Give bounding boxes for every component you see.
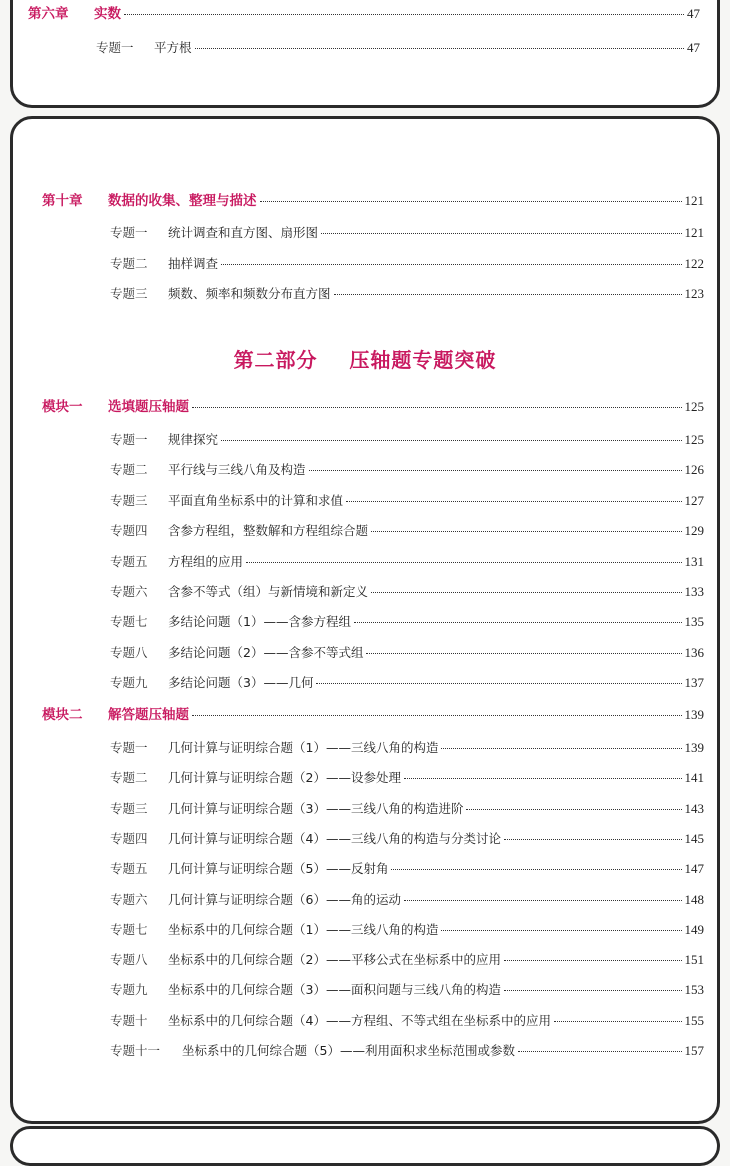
topic-title: 几何计算与证明综合题（5）——反射角 bbox=[168, 861, 389, 877]
dot-leader bbox=[404, 778, 682, 779]
toc-topic-row[interactable] bbox=[110, 982, 704, 998]
topic-number: 专题一 bbox=[110, 225, 148, 240]
toc-topic-row[interactable] bbox=[110, 523, 704, 539]
dot-leader bbox=[192, 715, 682, 716]
dot-leader bbox=[221, 440, 681, 441]
page-number: 153 bbox=[684, 982, 704, 998]
module-number: 模块一 bbox=[42, 399, 83, 415]
topic-title: 几何计算与证明综合题（4）——三线八角的构造与分类讨论 bbox=[168, 830, 501, 846]
page-number: 155 bbox=[684, 1012, 704, 1028]
toc-topic-row[interactable] bbox=[110, 432, 704, 448]
topic-title: 含参不等式（组）与新情境和新定义 bbox=[168, 584, 369, 599]
chapter-title: 数据的收集、整理与描述 bbox=[108, 193, 257, 209]
page-number: 143 bbox=[684, 800, 704, 816]
page-number: 133 bbox=[684, 584, 704, 599]
toc-topic-row[interactable] bbox=[110, 493, 704, 509]
page-number: 137 bbox=[684, 675, 704, 691]
chapter-title: 实数 bbox=[94, 6, 121, 22]
page-number: 136 bbox=[684, 644, 704, 660]
page-number: 139 bbox=[684, 707, 704, 722]
topic-title: 几何计算与证明综合题（6）——角的运动 bbox=[168, 891, 401, 907]
topic-number: 专题三 bbox=[110, 286, 148, 301]
topic-title: 坐标系中的几何综合题（2）——平移公式在坐标系中的应用 bbox=[168, 952, 501, 968]
bottom-panel bbox=[10, 1126, 720, 1166]
topic-number: 专题四 bbox=[110, 523, 148, 539]
dot-leader bbox=[221, 264, 681, 265]
topic-number: 专题二 bbox=[110, 770, 148, 786]
topic-title: 平面直角坐标系中的计算和求值 bbox=[168, 492, 344, 508]
dot-leader bbox=[441, 748, 681, 749]
topic-title: 含参方程组，整数解和方程组综合题 bbox=[168, 523, 369, 539]
dot-leader bbox=[504, 839, 682, 840]
topic-number: 专题十一 bbox=[110, 1043, 161, 1058]
page-number: 148 bbox=[684, 891, 704, 907]
topic-title: 抽样调查 bbox=[168, 256, 219, 271]
page-number: 47 bbox=[687, 40, 700, 55]
topic-number: 专题一 bbox=[110, 432, 148, 447]
page-number: 131 bbox=[684, 553, 704, 569]
topic-number: 专题九 bbox=[110, 675, 148, 691]
toc-topic-row[interactable] bbox=[110, 286, 704, 302]
topic-title: 坐标系中的几何综合题（1）——三线八角的构造 bbox=[168, 921, 439, 937]
toc-topic-row[interactable] bbox=[110, 1013, 704, 1029]
topic-title: 坐标系中的几何综合题（5）——利用面积求坐标范围或参数 bbox=[182, 1043, 515, 1058]
dot-leader bbox=[354, 622, 682, 623]
topic-title: 统计调查和直方图、扇形图 bbox=[168, 225, 319, 240]
topic-title: 几何计算与证明综合题（3）——三线八角的构造进阶 bbox=[168, 800, 464, 816]
dot-leader bbox=[371, 531, 681, 532]
dot-leader bbox=[404, 900, 682, 901]
dot-leader bbox=[371, 592, 681, 593]
topic-number: 专题二 bbox=[110, 462, 148, 478]
toc-module-row[interactable] bbox=[42, 707, 704, 723]
dot-leader bbox=[316, 683, 681, 684]
page-number: 135 bbox=[684, 614, 704, 630]
page-number: 126 bbox=[684, 462, 704, 478]
chapter-number: 第十章 bbox=[42, 193, 83, 209]
dot-leader bbox=[504, 990, 682, 991]
toc-topic-row[interactable] bbox=[110, 952, 704, 968]
toc-topic-row[interactable] bbox=[110, 225, 704, 241]
topic-title: 坐标系中的几何综合题（4）——方程组、不等式组在坐标系中的应用 bbox=[168, 1012, 551, 1028]
toc-topic-row[interactable] bbox=[110, 831, 704, 847]
topic-title: 几何计算与证明综合题（1）——三线八角的构造 bbox=[168, 740, 439, 755]
toc-topic-row[interactable] bbox=[110, 614, 704, 630]
topic-number: 专题五 bbox=[110, 553, 148, 569]
topic-title: 多结论问题（1）——含参方程组 bbox=[168, 614, 351, 630]
topic-number: 专题五 bbox=[110, 861, 148, 877]
page-number: 149 bbox=[684, 921, 704, 937]
dot-leader bbox=[260, 201, 682, 202]
topic-number: 专题八 bbox=[110, 644, 148, 660]
page-number: 157 bbox=[684, 1043, 704, 1058]
topic-number: 专题七 bbox=[110, 614, 148, 630]
dot-leader bbox=[366, 653, 681, 654]
page-number: 122 bbox=[684, 256, 704, 271]
page-number: 151 bbox=[684, 952, 704, 968]
page-number: 125 bbox=[684, 432, 704, 447]
topic-title: 多结论问题（3）——几何 bbox=[168, 675, 314, 691]
topic-number: 专题四 bbox=[110, 830, 148, 846]
topic-number: 专题七 bbox=[110, 921, 148, 937]
dot-leader bbox=[195, 48, 684, 49]
dot-leader bbox=[518, 1051, 682, 1052]
topic-title: 坐标系中的几何综合题（3）——面积问题与三线八角的构造 bbox=[168, 982, 501, 998]
topic-number: 专题一 bbox=[96, 40, 134, 55]
toc-topic-row[interactable] bbox=[110, 922, 704, 938]
dot-leader bbox=[192, 407, 682, 408]
toc-module-row[interactable] bbox=[42, 399, 704, 415]
topic-number: 专题八 bbox=[110, 952, 148, 968]
dot-leader bbox=[466, 809, 681, 810]
toc-topic-row[interactable] bbox=[110, 554, 704, 570]
page-number: 147 bbox=[684, 861, 704, 877]
topic-number: 专题一 bbox=[110, 740, 148, 755]
module-number: 模块二 bbox=[42, 707, 83, 723]
topic-number: 专题三 bbox=[110, 492, 148, 508]
toc-topic-row[interactable] bbox=[110, 584, 704, 600]
topic-title: 频数、频率和频数分布直方图 bbox=[168, 286, 331, 301]
dot-leader bbox=[504, 960, 682, 961]
dot-leader bbox=[321, 233, 681, 234]
toc-chapter-row[interactable] bbox=[42, 193, 704, 209]
page-number: 123 bbox=[684, 286, 704, 301]
toc-topic-row[interactable] bbox=[110, 1043, 704, 1059]
toc-topic-row[interactable] bbox=[96, 40, 700, 56]
dot-leader bbox=[246, 562, 681, 563]
dot-leader bbox=[441, 930, 681, 931]
part-title: 第二部分 压轴题专题突破 bbox=[233, 348, 497, 372]
topic-title: 几何计算与证明综合题（2）——设参处理 bbox=[168, 770, 401, 786]
toc-topic-row[interactable] bbox=[110, 861, 704, 877]
dot-leader bbox=[124, 14, 684, 15]
topic-title: 平行线与三线八角及构造 bbox=[168, 462, 306, 478]
toc-chapter-row[interactable] bbox=[28, 6, 700, 22]
dot-leader bbox=[309, 470, 682, 471]
dot-leader bbox=[391, 869, 681, 870]
page-number: 129 bbox=[684, 523, 704, 539]
toc-topic-row[interactable] bbox=[110, 645, 704, 661]
page-number: 145 bbox=[684, 830, 704, 846]
topic-number: 专题三 bbox=[110, 800, 148, 816]
topic-title: 多结论问题（2）——含参不等式组 bbox=[168, 644, 364, 660]
topic-number: 专题六 bbox=[110, 584, 148, 599]
dot-leader bbox=[346, 501, 681, 502]
page-number: 47 bbox=[687, 6, 700, 21]
module-title: 解答题压轴题 bbox=[108, 707, 189, 723]
topic-title: 平方根 bbox=[154, 40, 192, 55]
toc-topic-row[interactable] bbox=[110, 675, 704, 691]
page-number: 127 bbox=[684, 492, 704, 508]
dot-leader bbox=[554, 1021, 682, 1022]
topic-number: 专题九 bbox=[110, 982, 148, 998]
page-number: 121 bbox=[684, 225, 704, 240]
page-number: 139 bbox=[684, 740, 704, 755]
topic-number: 专题二 bbox=[110, 256, 148, 271]
chapter-number: 第六章 bbox=[28, 6, 69, 22]
toc-topic-row[interactable] bbox=[110, 462, 704, 478]
toc-topic-row[interactable] bbox=[110, 801, 704, 817]
toc-topic-row[interactable] bbox=[110, 740, 704, 756]
topic-title: 方程组的应用 bbox=[168, 553, 244, 569]
topic-title: 规律探究 bbox=[168, 432, 219, 447]
topic-number: 专题六 bbox=[110, 891, 148, 907]
page-number: 121 bbox=[684, 193, 704, 208]
toc-topic-row[interactable] bbox=[110, 892, 704, 908]
module-title: 选填题压轴题 bbox=[108, 399, 189, 415]
toc-topic-row[interactable] bbox=[110, 256, 704, 272]
dot-leader bbox=[334, 294, 682, 295]
topic-number: 专题十 bbox=[110, 1012, 148, 1028]
toc-topic-row[interactable] bbox=[110, 770, 704, 786]
page-number: 125 bbox=[684, 399, 704, 414]
page-number: 141 bbox=[684, 770, 704, 786]
